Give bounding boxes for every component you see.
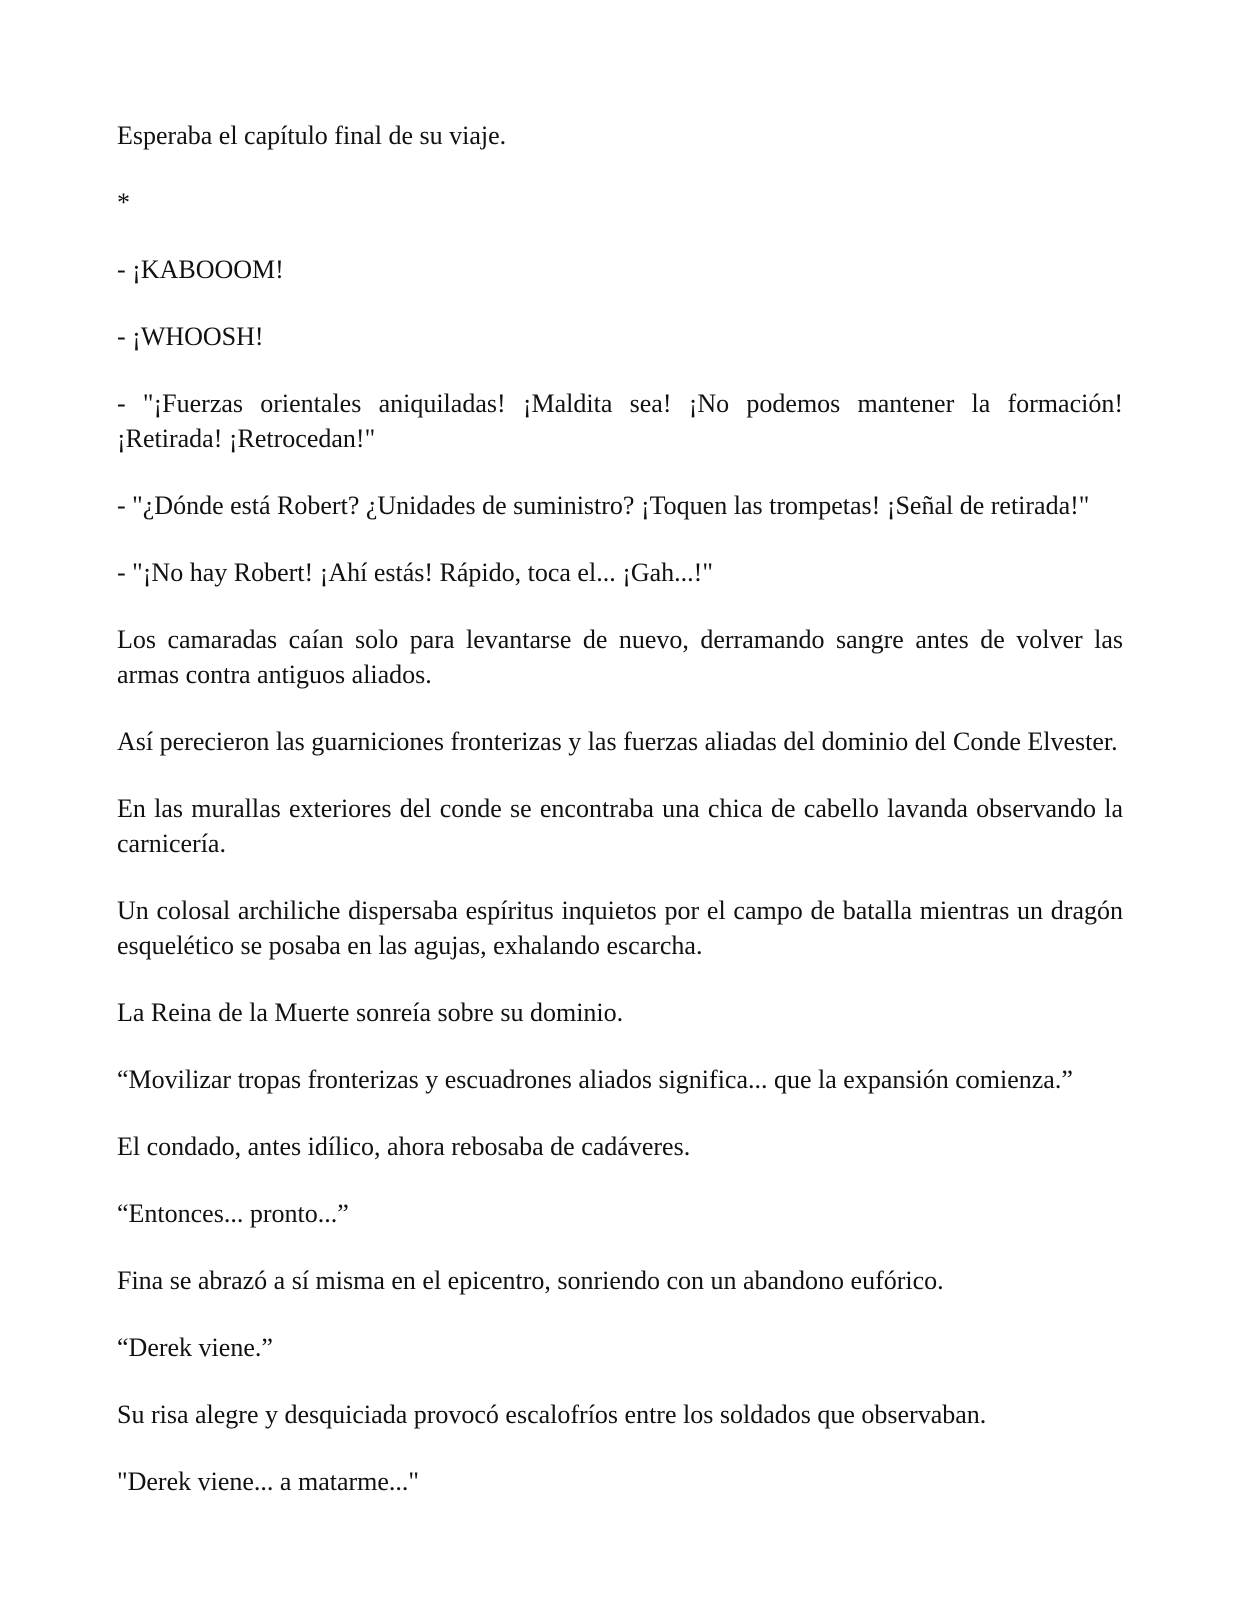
paragraph-10: En las murallas exteriores del conde se encontraba una chica de cabello lavanda observando la carnicería. bbox=[117, 794, 1123, 858]
paragraph-8: Los camaradas caían solo para levantarse de nuevo, derramando sangre antes de volver las armas contra antiguos aliados. bbox=[117, 625, 1123, 689]
text-column bbox=[117, 118, 1123, 1499]
paragraph-14: El condado, antes idílico, ahora rebosaba de cadáveres. bbox=[117, 1132, 691, 1161]
paragraph-4: - ¡WHOOSH! bbox=[117, 322, 264, 351]
paragraph-6: - "¿Dónde está Robert? ¿Unidades de suministro? ¡Toquen las trompetas! ¡Señal de retirada!" bbox=[117, 491, 1090, 520]
scene-break: * bbox=[117, 188, 130, 217]
paragraph-16: Fina se abrazó a sí misma en el epicentro, sonriendo con un abandono eufórico. bbox=[117, 1266, 944, 1295]
paragraph-7: - "¡No hay Robert! ¡Ahí estás! Rápido, toca el... ¡Gah...!" bbox=[117, 558, 713, 587]
paragraph-5: - "¡Fuerzas orientales aniquiladas! ¡Maldita sea! ¡No podemos mantener la formación! ¡Retirada! ¡Retrocedan!" bbox=[117, 389, 1123, 453]
paragraph-19: "Derek viene... a matarme..." bbox=[117, 1467, 420, 1496]
paragraph-3: - ¡KABOOOM! bbox=[117, 255, 284, 284]
paragraph-13: “Movilizar tropas fronterizas y escuadrones aliados significa... que la expansión comienza.” bbox=[117, 1065, 1073, 1094]
paragraph-9: Así perecieron las guarniciones fronterizas y las fuerzas aliadas del dominio del Conde Elvester. bbox=[117, 727, 1118, 756]
paragraph-11: Un colosal archiliche dispersaba espíritus inquietos por el campo de batalla mientras un dragón esquelético se posaba en las agujas, exhalando escarcha. bbox=[117, 896, 1123, 960]
paragraph-1: Esperaba el capítulo final de su viaje. bbox=[117, 121, 507, 150]
paragraph-17: “Derek viene.” bbox=[117, 1333, 273, 1362]
paragraph-18: Su risa alegre y desquiciada provocó escalofríos entre los soldados que observaban. bbox=[117, 1400, 987, 1429]
paragraph-15: “Entonces... pronto...” bbox=[117, 1199, 349, 1228]
paragraph-12: La Reina de la Muerte sonreía sobre su dominio. bbox=[117, 998, 624, 1027]
